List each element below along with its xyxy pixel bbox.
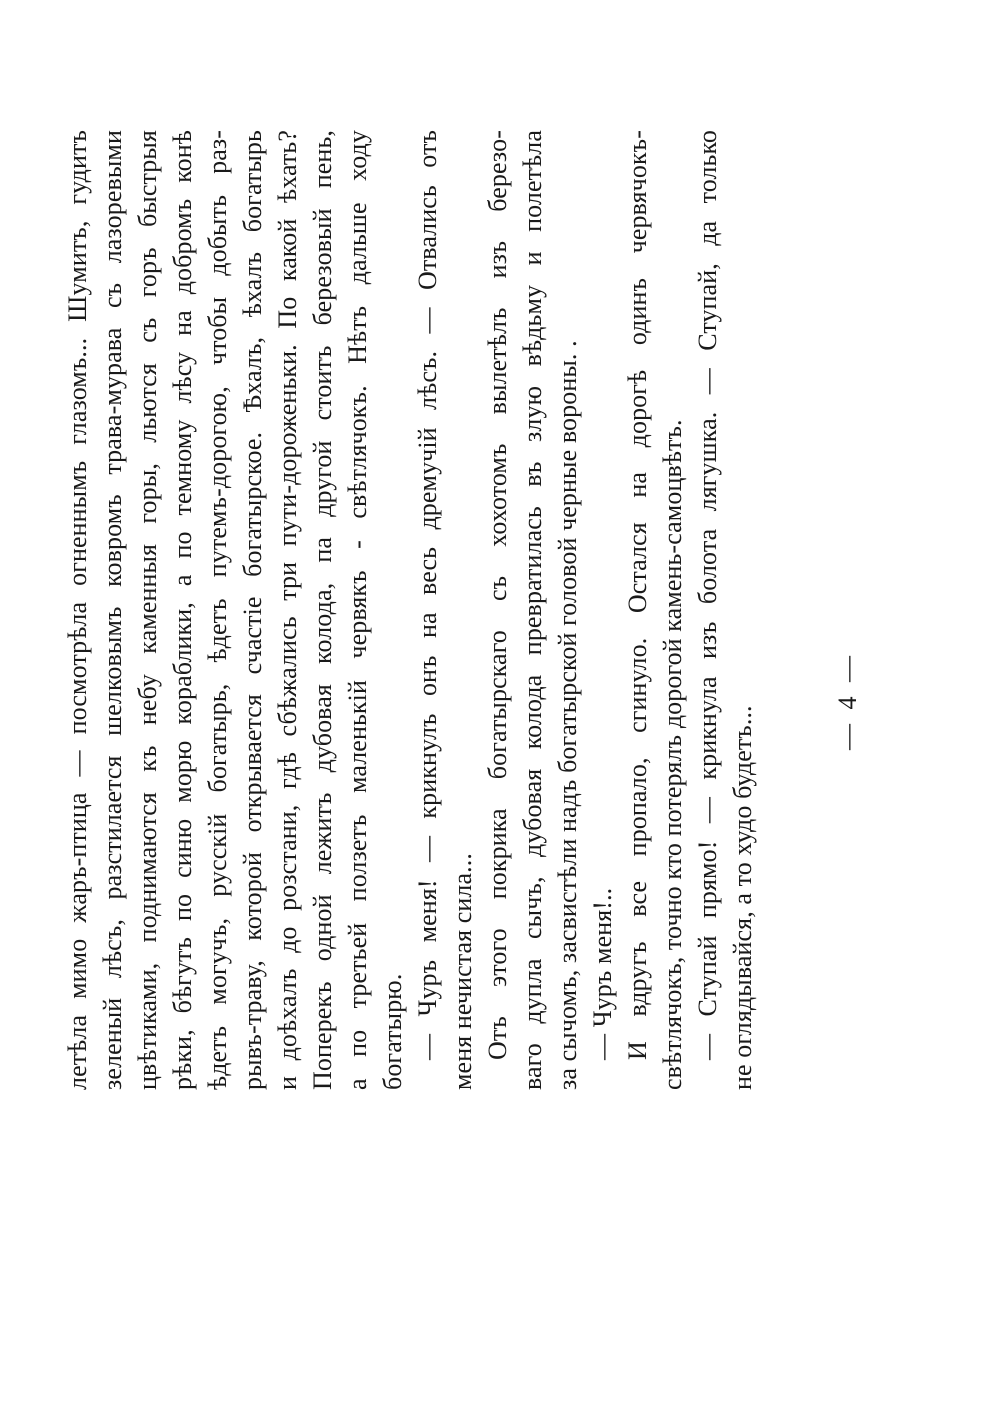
text-line: цвѣтиками, поднимаются къ небу каменныя горы, льются съ горъ быстрыя — [133, 130, 162, 1090]
text-line: Отъ этого покрика богатырскаго съ хохотомъ вылетѣлъ изъ березо- — [483, 130, 512, 1060]
text-line: а по третьей ползетъ маленькій червякъ - свѣтлячокъ. Нѣтъ дальше ходу — [343, 130, 372, 1090]
text-line: летѣла мимо жаръ-птица — посмотрѣла огненнымъ глазомъ... Шумитъ, гудитъ — [63, 130, 92, 1090]
text-line: богатырю. — [378, 973, 407, 1090]
text-line: — Чуръ меня!.. — [588, 887, 617, 1060]
page-text — [60, 130, 760, 1090]
text-line: ѣдетъ могучъ, русскій богатырь, ѣдетъ путемъ-дорогою, чтобы добыть раз- — [203, 130, 232, 1090]
text-line: меня нечистая сила... — [448, 853, 477, 1090]
text-line: не оглядывайся, а то худо будетъ... — [728, 705, 757, 1090]
text-line: свѣтлячокъ, точно кто потерялъ дорогой камень-самоцвѣтъ. — [658, 419, 687, 1090]
text-line: зеленый лѣсъ, разстилается шелковымъ ковромъ трава-мурава съ лазоревыми — [98, 130, 127, 1090]
text-line: И вдругъ все пропало, сгинуло. Остался на дорогѣ одинъ червячокъ- — [623, 130, 652, 1060]
text-line: за сычомъ, засвистѣли надъ богатырской головой черные вороны. . — [553, 340, 582, 1090]
text-line: рывъ-траву, которой открывается счастіе богатырское. Ѣхалъ, ѣхалъ богатырь — [238, 130, 267, 1090]
page-number: — 4 — — [833, 652, 862, 750]
text-line: ваго дупла сычъ, дубовая колода превратилась въ злую вѣдьму и полетѣла — [518, 130, 547, 1090]
text-line: и доѣхалъ до розстани, гдѣ сбѣжались три пути-дороженьки. По какой ѣхать? — [273, 130, 302, 1090]
text-line: — Ступай прямо! — крикнула изъ болота лягушка. — Ступай, да только — [693, 130, 722, 1060]
rotated-text-block — [60, 90, 862, 1090]
text-line: Поперекъ одной лежитъ дубовая колода, па другой стоитъ березовый пень, — [308, 130, 337, 1090]
text-line: — Чуръ меня! — крикнулъ онъ на весь дремучій лѣсъ. — Отвались отъ — [413, 130, 442, 1060]
text-line: рѣки, бѣгутъ по синю морю кораблики, а по темному лѣсу на добромъ конѣ — [168, 130, 197, 1090]
